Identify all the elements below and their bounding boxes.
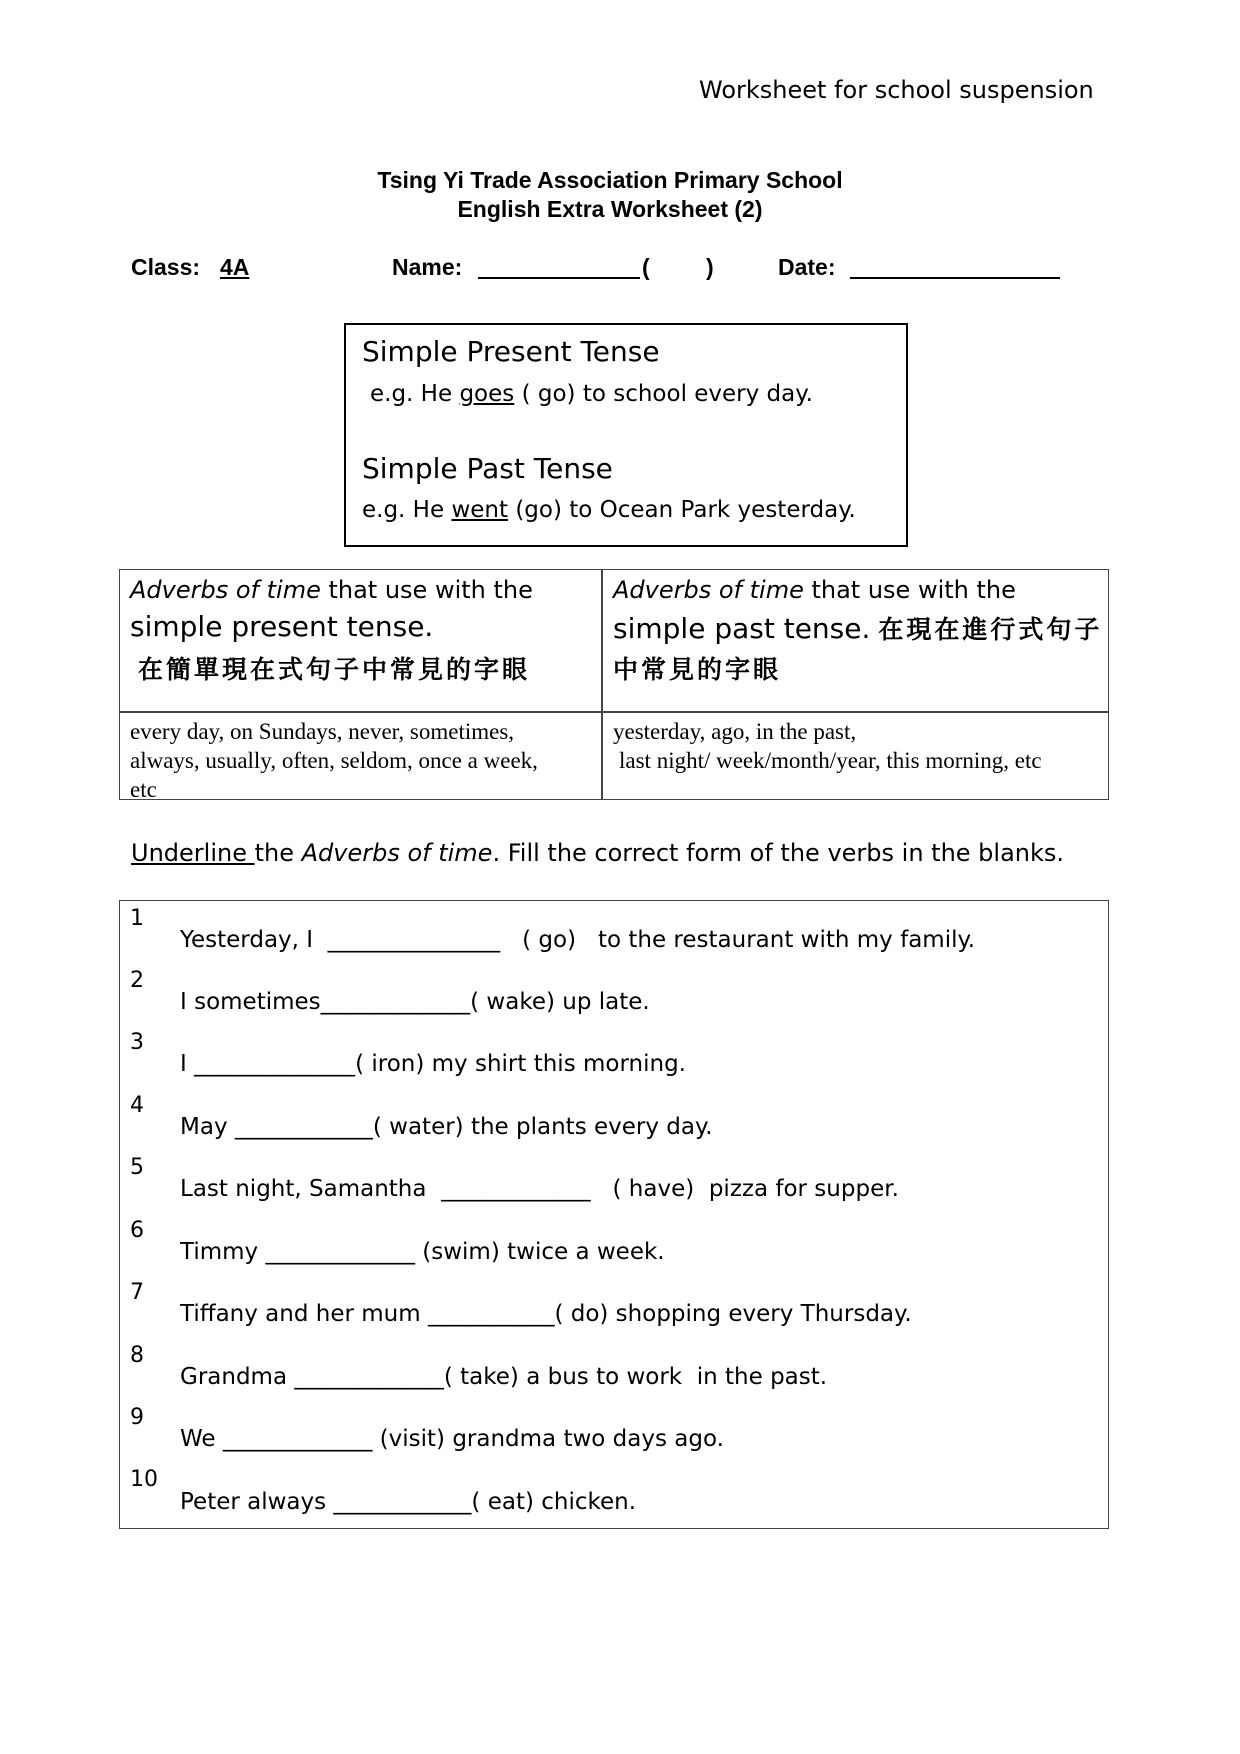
question-number: 9 xyxy=(130,1405,144,1430)
right-header-line1 xyxy=(613,576,1016,604)
right-header-english: simple past tense. xyxy=(613,612,871,645)
question-text[interactable]: We _____________ (visit) grandma two days ago. xyxy=(180,1426,724,1452)
present-adverbs-line1: every day, on Sundays, never, sometimes, xyxy=(130,719,515,744)
right-header-chinese-2: 中常見的字眼 xyxy=(613,657,782,684)
present-adverbs-line2: always, usually, often, seldom, once a week, xyxy=(130,748,538,773)
present-tense-example xyxy=(370,381,813,407)
right-header-rest: that use with the xyxy=(803,576,1016,604)
question-text[interactable]: Peter always ____________( eat) chicken. xyxy=(180,1489,637,1515)
left-header-italic: Adverbs of time xyxy=(130,576,321,604)
question-text[interactable]: May ____________( water) the plants every day. xyxy=(180,1114,713,1140)
name-blank[interactable] xyxy=(478,277,640,279)
name-paren-open: ( xyxy=(642,254,650,280)
past-adverbs-line1: yesterday, ago, in the past, xyxy=(613,719,857,744)
top-note: Worksheet for school suspension xyxy=(699,76,1094,104)
worksheet-title: English Extra Worksheet (2) xyxy=(457,196,763,222)
question-number: 1 xyxy=(130,906,144,931)
question-number: 4 xyxy=(130,1093,144,1118)
question-text[interactable]: Yesterday, I _______________ ( go) to the restaurant with my family. xyxy=(180,927,976,953)
instruction-text-before: the xyxy=(254,839,302,867)
left-header-rest: that use with the xyxy=(320,576,533,604)
class-label: Class: xyxy=(131,254,201,280)
question-text[interactable]: I sometimes_____________( wake) up late. xyxy=(180,989,650,1015)
past-adverbs-line2: last night/ week/month/year, this morning, etc xyxy=(619,748,1042,773)
name-label: Name: xyxy=(392,254,463,280)
past-example-prefix: e.g. He xyxy=(362,497,452,523)
instruction xyxy=(131,839,1064,867)
question-number: 2 xyxy=(130,968,144,993)
right-header-italic: Adverbs of time xyxy=(613,576,804,604)
date-blank[interactable] xyxy=(850,277,1060,279)
instruction-text-after: . Fill the correct form of the verbs in the blanks. xyxy=(492,839,1065,867)
present-adverbs-line3: etc xyxy=(130,777,157,802)
date-label: Date: xyxy=(778,254,836,280)
present-example-suffix: ( go) to school every day. xyxy=(514,381,813,407)
left-header-chinese: 在簡單現在式句子中常見的字眼 xyxy=(138,657,531,684)
question-number: 8 xyxy=(130,1343,144,1368)
question-number: 3 xyxy=(130,1030,144,1055)
past-example-suffix: (go) to Ocean Park yesterday. xyxy=(508,497,856,523)
present-example-prefix: e.g. He xyxy=(370,381,460,407)
table-row-divider xyxy=(120,711,1108,713)
class-value: 4A xyxy=(220,254,250,280)
school-name: Tsing Yi Trade Association Primary School xyxy=(377,167,843,193)
past-adverbs-cell xyxy=(613,717,1042,775)
left-header-line2: simple present tense. xyxy=(130,610,434,643)
question-text[interactable]: Last night, Samantha _____________ ( have) pizza for supper. xyxy=(180,1176,899,1202)
table-column-divider xyxy=(601,570,603,799)
present-example-verb: goes xyxy=(459,381,515,407)
question-text[interactable]: Tiffany and her mum ___________( do) shopping every Thursday. xyxy=(180,1301,912,1327)
right-header-line2 xyxy=(613,610,1102,646)
adverb-table xyxy=(119,569,1109,800)
tense-example-box xyxy=(344,323,908,547)
question-number: 6 xyxy=(130,1218,144,1243)
name-paren-close: ) xyxy=(706,254,714,280)
question-number: 10 xyxy=(130,1467,158,1492)
question-text[interactable]: I ______________( iron) my shirt this morning. xyxy=(180,1051,686,1077)
past-tense-example xyxy=(362,497,856,523)
past-example-verb: went xyxy=(451,497,509,523)
exercise-box xyxy=(119,900,1109,1529)
left-header-line1 xyxy=(130,576,533,604)
instruction-italic: Adverbs of time xyxy=(301,839,493,867)
question-number: 5 xyxy=(130,1155,144,1180)
question-text[interactable]: Grandma _____________( take) a bus to work in the past. xyxy=(180,1364,828,1390)
present-adverbs-cell xyxy=(130,717,538,804)
past-tense-title: Simple Past Tense xyxy=(362,452,613,485)
question-number: 7 xyxy=(130,1280,144,1305)
question-text[interactable]: Timmy _____________ (swim) twice a week. xyxy=(180,1239,665,1265)
right-header-chinese-1: 在現在進行式句子 xyxy=(878,617,1103,644)
present-tense-title: Simple Present Tense xyxy=(362,335,660,368)
instruction-underline-word: Underline xyxy=(131,839,255,867)
